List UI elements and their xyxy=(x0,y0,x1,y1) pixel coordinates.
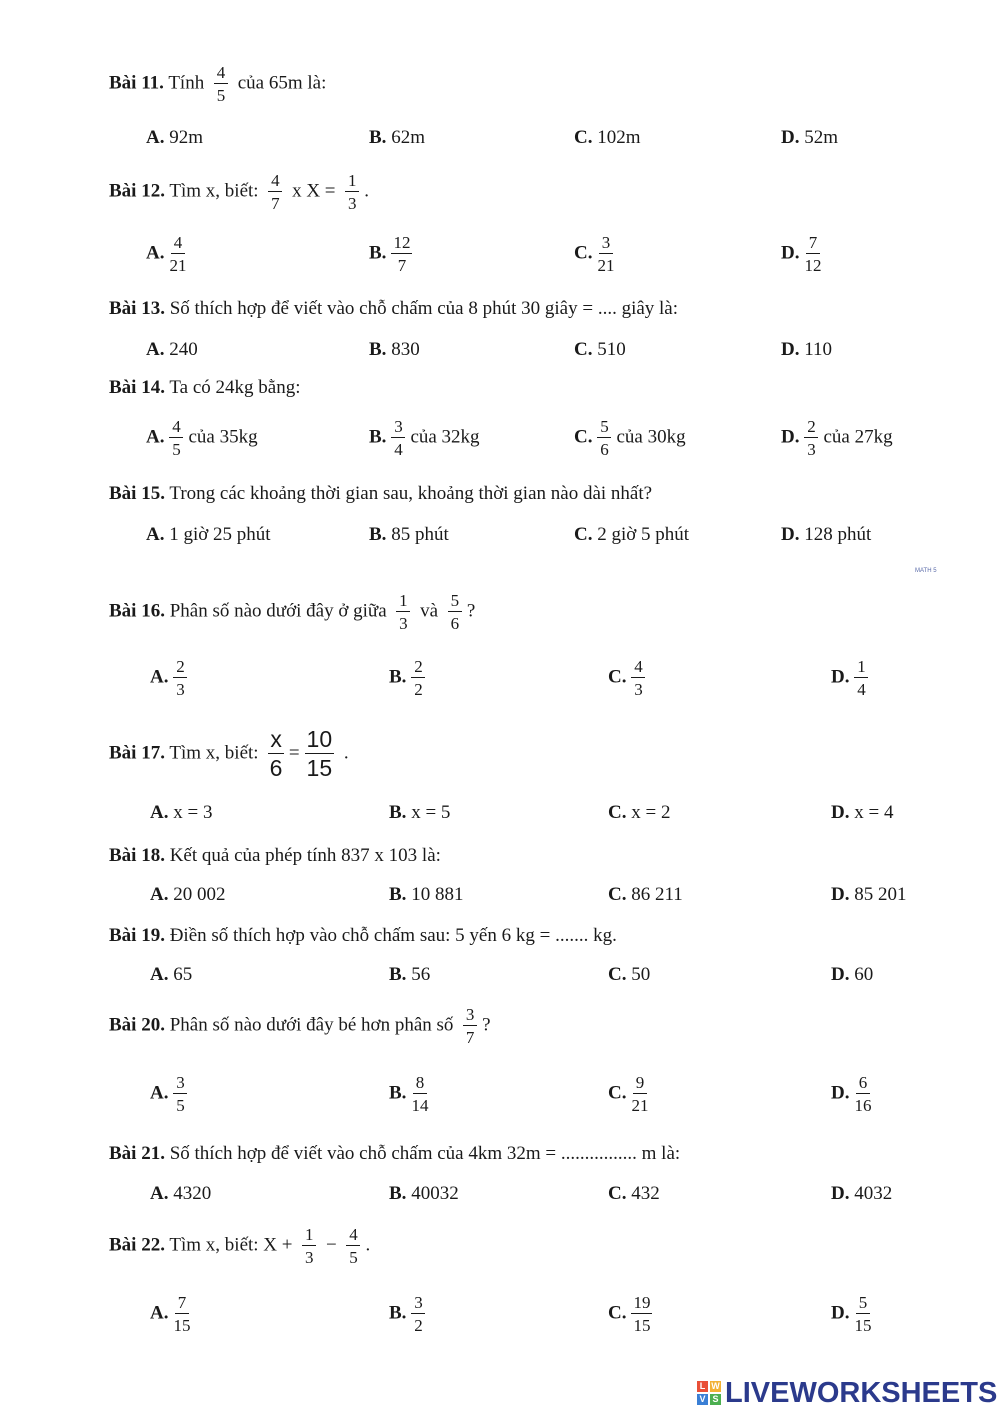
question-20: Bài 20. Phân số nào dưới đây bé hơn phân số $\frac{3}{7}$ ? xyxy=(109,1005,491,1047)
logo-mark-icon: L W V S xyxy=(697,1381,721,1405)
question-15: Bài 15. Trong các khoảng thời gian sau, khoảng thời gian nào dài nhất? xyxy=(109,483,653,504)
question-11: Bài 11. Tính $\frac{4}{5}$ của 65m là: xyxy=(109,63,327,105)
option-a[interactable]: A. $\frac{3}{5}$ xyxy=(150,1074,192,1114)
option-d[interactable]: D. $\frac{6}{16}$ xyxy=(831,1073,872,1115)
option-c[interactable]: C. $\frac{9}{21}$ xyxy=(608,1073,649,1115)
option-b[interactable]: B. $\frac{8}{14}$ xyxy=(389,1073,429,1115)
option-c[interactable]: C. 86 211 xyxy=(608,884,683,905)
option-a[interactable]: A. $\frac{4}{5}$ của 35kg xyxy=(146,417,258,459)
option-c[interactable]: C. $\frac{4}{3}$ xyxy=(608,658,650,698)
option-a[interactable]: A. $\frac{7}{15}$ xyxy=(150,1293,191,1335)
option-a[interactable]: A. $\frac{2}{3}$ xyxy=(150,658,192,698)
option-c[interactable]: C. $\frac{3}{21}$ xyxy=(574,233,615,275)
option-b[interactable]: B. 85 phút xyxy=(369,524,449,545)
question-21: Bài 21. Số thích hợp để viết vào chỗ chấm của 4km 32m = ................ m là: xyxy=(109,1143,681,1164)
question-19: Bài 19. Điền số thích hợp vào chỗ chấm sau: 5 yến 6 kg = ....... kg. xyxy=(109,925,617,946)
option-a[interactable]: A. 1 giờ 25 phút xyxy=(146,524,271,545)
option-b[interactable]: B. $\frac{2}{2}$ xyxy=(389,658,430,698)
option-d[interactable]: D. 4032 xyxy=(831,1183,893,1204)
option-b[interactable]: B. 62m xyxy=(369,127,425,148)
option-d[interactable]: D. 128 phút xyxy=(781,524,872,545)
question-18: Bài 18. Kết quả của phép tính 837 x 103 là: xyxy=(109,845,441,866)
option-c[interactable]: C. 2 giờ 5 phút xyxy=(574,524,690,545)
option-b[interactable]: B. 40032 xyxy=(389,1183,459,1204)
option-c[interactable]: C. x = 2 xyxy=(608,802,671,823)
option-b[interactable]: B. $\frac{12}{7}$ xyxy=(369,233,411,275)
option-c[interactable]: C. 432 xyxy=(608,1183,660,1204)
option-d[interactable]: D. 110 xyxy=(781,339,833,360)
option-d[interactable]: D. $\frac{2}{3}$ của 27kg xyxy=(781,417,893,459)
question-14: Bài 14. Ta có 24kg bằng: xyxy=(109,377,301,398)
option-a[interactable]: A. 4320 xyxy=(150,1183,212,1204)
option-c[interactable]: C. $\frac{5}{6}$ của 30kg xyxy=(574,417,686,459)
option-b[interactable]: B. x = 5 xyxy=(389,802,451,823)
option-b[interactable]: B. 830 xyxy=(369,339,420,360)
logo-text: LIVEWORKSHEETS xyxy=(725,1376,998,1409)
page-mark: MATH 5 xyxy=(915,568,937,574)
option-a[interactable]: A. 92m xyxy=(146,127,204,148)
question-12: Bài 12. Tìm x, biết: $\frac{4}{7}$ x X = $\frac{1}{3}$ . xyxy=(109,171,369,213)
fraction: $\frac{4}{5}$ xyxy=(214,64,228,104)
option-d[interactable]: D. $\frac{5}{15}$ xyxy=(831,1293,872,1335)
option-d[interactable]: D. 52m xyxy=(781,127,839,148)
option-b[interactable]: B. $\frac{3}{2}$ xyxy=(389,1294,430,1334)
option-b[interactable]: B. $\frac{3}{4}$ của 32kg xyxy=(369,417,480,459)
option-c[interactable]: C. 510 xyxy=(574,339,626,360)
option-a[interactable]: A. 240 xyxy=(146,339,198,360)
option-d[interactable]: D. 60 xyxy=(831,964,874,985)
fraction: $\frac{1}{3}$ xyxy=(345,172,359,212)
option-d[interactable]: D. $\frac{7}{12}$ xyxy=(781,233,822,275)
question-22: Bài 22. Tìm x, biết: X + $\frac{1}{3}$ − $\frac{4}{5}$ . xyxy=(109,1225,371,1267)
option-a[interactable]: A. x = 3 xyxy=(150,802,213,823)
option-b[interactable]: B. 56 xyxy=(389,964,431,985)
option-d[interactable]: D. x = 4 xyxy=(831,802,894,823)
option-a[interactable]: A. 20 002 xyxy=(150,884,226,905)
liveworksheets-logo[interactable] xyxy=(697,1378,997,1408)
fraction: $\frac{4}{7}$ xyxy=(268,172,282,212)
option-c[interactable]: C. 50 xyxy=(608,964,651,985)
question-13: Bài 13. Số thích hợp để viết vào chỗ chấm của 8 phút 30 giây = .... giây là: xyxy=(109,298,679,319)
question-17: Bài 17. Tìm x, biết: $\frac{x}{6}$ = $\frac{10}{15}$ . xyxy=(109,726,349,781)
option-a[interactable]: A. $\frac{4}{21}$ xyxy=(146,233,187,275)
option-b[interactable]: B. 10 881 xyxy=(389,884,464,905)
option-d[interactable]: D. $\frac{1}{4}$ xyxy=(831,658,873,698)
question-16: Bài 16. Phân số nào dưới đây ở giữa $\frac{1}{3}$ và $\frac{5}{6}$ ? xyxy=(109,591,476,633)
option-a[interactable]: A. 65 xyxy=(150,964,193,985)
option-d[interactable]: D. 85 201 xyxy=(831,884,907,905)
option-c[interactable]: C. 102m xyxy=(574,127,641,148)
option-c[interactable]: C. $\frac{19}{15}$ xyxy=(608,1293,651,1335)
